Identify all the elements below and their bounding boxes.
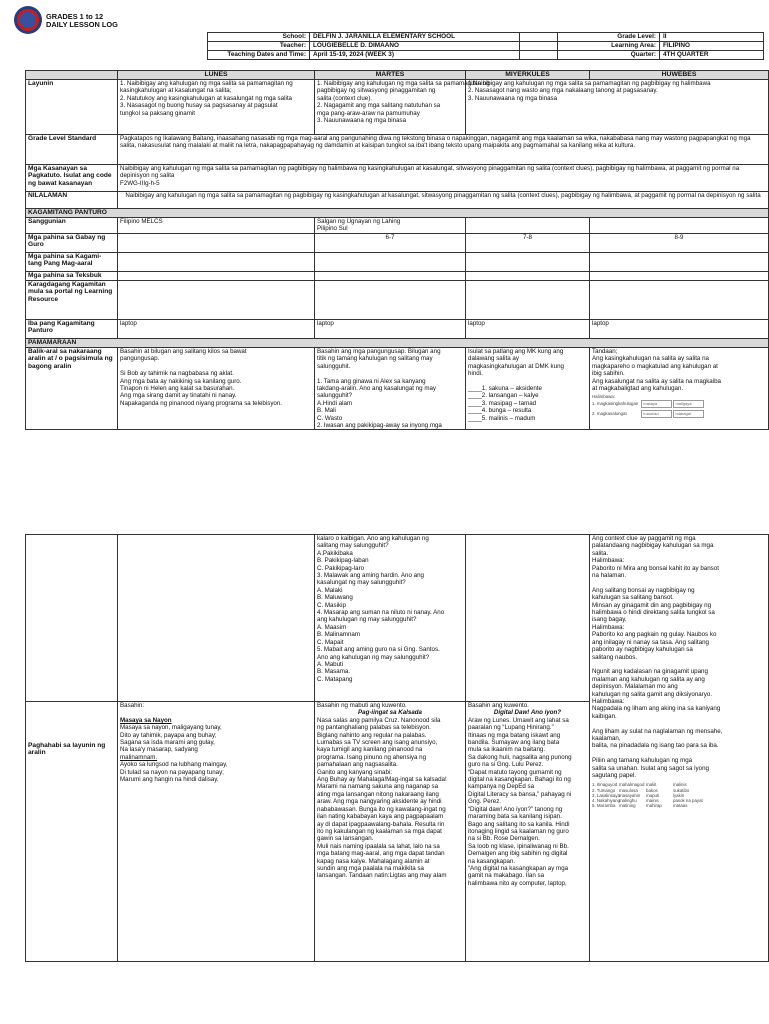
sanggunian-martes: Salgan ng Ugnayan ng Lahing Pilipino Sul (315, 218, 466, 234)
row-label-kagamitang-mag-aaral: Mga pahina sa Kagami-tang Pang Mag-aaral (26, 253, 118, 272)
row-label-paghahabi: Paghahabi sa layunin ng aralin (26, 702, 118, 962)
area-label: Learning Area: (558, 42, 660, 51)
school-label: School: (208, 33, 310, 42)
dll-title: GRADES 1 to 12 DAILY LESSON LOG (46, 12, 118, 30)
iba-pang-huwebes: laptop (590, 320, 769, 339)
lesson-table-continued (25, 534, 769, 962)
row-label-nilalaman: NILALAMAN (26, 192, 118, 209)
halimbawa-mini-table: Halimbawa: 1. magkasingkahulugan masaya maligaya 2. magkasalungat maunlad mabagal (592, 394, 766, 417)
iba-pang-lunes: laptop (118, 320, 315, 339)
iba-pang-martes: laptop (315, 320, 466, 339)
day-header: MARTES (315, 71, 466, 80)
row-label-balik-aral: Balik-aral sa nakaraang aralin at / o pagsisimula ng bagong aralin (26, 348, 118, 430)
paghahabi-miyerkules: Basahin ang kuwento. Digital Daw! Ano iyon? Araw ng Lunes. Umawit ang lahat sa paaralan ng “Lupang Hinirang.” Itinaas ng mga batang iskawt ang bandila. Sumayaw ang ilang bata mula sa ikaanim na baitang. Sa dakong huli, nagsalita ang punong guro na si Gng. Lulu Perez. “Dapat matuto tayong gumamit ng digital na kasangkapan. Bahagi ito ng kampanya ng DepEd sa Digital Literacy sa bansa,” pahayag ni Gng. Perez. “Digital daw! Ano iyon?” tanong ng maraming bata sa kanilang isipan. Bago ang salitang ito sa kanila. Hindi itonaging lingid sa kaalaman ng guro na si Bb. Rose Demalgen. Sa loob ng klase, ipinaliwanag ni Bb. Demalgen ang ibig sabihin ng digital na kasangkapan. “Ang digital na kasangkapan ay mga gamit na makabago. Ilan sa halimbawa nito ay computer, laptop, (466, 702, 590, 962)
nilalaman-text: Naibibigay ang kahulugan ng mga salita sa pamamagitan ng pagbibigay ng kasingkahulugan at kasalungat, sitwasyong pinaggamitan ng salita (context clues), pagbibigay ng halimbawa, at paggamit ng pormal na depinisyon ng salita (118, 192, 769, 209)
gabay-martes: 6-7 (315, 234, 466, 253)
row-label-gabay: Mga pahina sa Gabay ng Guro (26, 234, 118, 253)
layunin-lunes: 1. Naibibigay ang kahulugan ng mga salita sa pamamagitan ng kasingkahulugan at kasalungat na salita; 2. Natutukoy ang kasingkahulugan at kasalungat ng mga salita 3. Nasasagot ng buong husay sa pagsasanay at pagsulat tungkol sa paksang ginamit (118, 80, 315, 135)
dates-label: Teaching Dates and Time: (208, 51, 310, 60)
quarter-value: 4TH QUARTER (660, 51, 764, 60)
grade-value: II (660, 33, 764, 42)
teacher-label: Teacher: (208, 42, 310, 51)
iba-pang-miyerkules: laptop (466, 320, 590, 339)
school-value: DELFIN J. JARANILLA ELEMENTARY SCHOOL (310, 33, 520, 42)
day-header: MIYERKULES (466, 71, 590, 80)
row-label-gls: Grade Level Standard (26, 135, 118, 165)
paghahabi-lunes: Basahin: Masaya sa Nayon Masaya sa nayon, maligayang tunay, Dito ay tahimik, payapa ang buhay; Sagana sa isda marami ang gulay, Na lasa'y masarap, sadyang malinamnam. Ayoko sa lungsod na lubhang maingay, Di tulad sa nayon na payapang tunay; Marumi ang hangin na hindi dalisay. (118, 702, 315, 962)
grade-level-standard: Pagkatapos ng Ikalawang Baitang, inaasahang nasasabi ng mga mag-aaral ang pangunahing diwa ng tekstong binasa o napakinggan, nagagamit ang mga kaalaman sa wika, nakababasa nang may wastong pagpapangkat ng mga salita, nakasusulat nang malalaki at maliit na letra, nakapagpapahayag ng damdamin at kaisipan tungkol sa iba't ibang teksto upang maipakita ang pagmamahal sa kanilang wika at kultura. (118, 135, 769, 165)
grade-label: Grade Level: (558, 33, 660, 42)
day-header: LUNES (118, 71, 315, 80)
header-table (207, 32, 764, 60)
balik-aral-huwebes-cont: Ang context clue ay paggamit ng mga palatandaang nagbibigay kahulugan sa mga salita. Halimbawa: Paborito ni Mira ang bonsai kahit ito ay bansot na halaman. Ang salitang bonsai ay nagbibigay ng kahulugan sa salitang bansot. Minsan ay ginagamit din ang pagbibigay ng halimbawa o hindi direktang salita tungkol sa isang bagay. Halimbawa: Paborito ko ang pagkain ng gulay. Naubos ko ang inilagay ni nanay sa tasa. Ang salitang paborito ay nagbibigay kahulugan sa salitang naubos. Ngunit ang kadalasan na ginagamit upang malaman ang kahulugan ng salita ay ang depinisyon. Malalaman mo ang kahulugan ng salita gamit ang diksiyonaryo. Halimbawa: Nagpadala ng liham ang aking ina sa kaniyang kaibigan. Ang liham ay sulat na naglalaman ng mensahe, kaalaman, balita, na pinadadala ng isang tao para sa iba. Piliin ang tamang kahulugan ng mga salita sa unahan. Isulat ang sagot sa iyong sagutang papel. 1. Itinaguyod mahalmagod maliit malinis 2. Tumango masulosa bakos sukatibo 3. Lasalinsayamasayahin maputi lyakin 4. Nakahiyangmalinghu mainis pasok na payat 5. Maramba matining mahirap mataas (590, 535, 769, 962)
layunin-martes: 1. Naibibigay ang kahulugan ng mga salita sa pamamagitan ng pagbibigay ng sitwasyong pinaggamitan ng salita (context clue). 2. Nagagamit ang mga salitang natutuhan sa mga pang-araw-araw na pamumuhay 3. Nauunawaana ng mga binasa (315, 80, 466, 135)
row-label-teksbuk: Mga pahina sa Teksbuk (26, 272, 118, 281)
row-label-iba-pang: Iba pang Kagamitang Panturo (26, 320, 118, 339)
sanggunian-lunes: Filipino MELCS (118, 218, 315, 234)
row-label-sanggunian: Sanggunian (26, 218, 118, 234)
lesson-table (25, 70, 769, 430)
choices-mini-table: 1. Itinaguyod mahalmagod maliit malinis 2. Tumango masulosa bakos sukatibo 3. Lasalinsayamasayahin maputi lyakin 4. Nakahiyangmalinghu mainis pasok na payat 5. Maramba matining mahirap mataas (592, 782, 703, 809)
deped-seal-logo (14, 6, 42, 34)
section-kagamitang: KAGAMITANG PANTURO (26, 209, 769, 218)
quarter-label: Quarter: (558, 51, 660, 60)
row-label-karagdagang: Karagdagang Kagamitan mula sa portal ng Learning Resource (26, 281, 118, 320)
section-pamamaraan: PAMAMARAAN (26, 339, 769, 348)
page-two (25, 534, 768, 962)
kasanayan-text: Naibibigay ang kahulugan ng mga salita sa pamamagitan ng pagbibigay ng halimbawa ng kasingkahulugan at kasalungat, sitwasyong pinaggamitan ng salita (context clues), pagbibigay ng halimbawa, at paggamit ng pormal na depinisyon ng salita F2WG-IIIg-h-5 (118, 165, 769, 192)
balik-aral-martes: Basahin ang mga pangungusap. Bilugan ang titik ng tamang kahulugan ng salitang may salungguhit. 1. Tama ang ginawa ni Alex sa kanyang takdang-aralin. Ano ang kasalungat ng may salungguhit? A.Hindi alam B. Mali C. Wasto 2. Iwasan ang pakikipag-away sa inyong mga (315, 348, 466, 430)
layunin-miyerkules-huwebes: 1.Naibibigay ang kahulugan ng mga salita sa pamamagitan ng pagbibigay ng halimbawa 2. Nasasagot nang wasto ang mga nakalaang tanong at pagsasanay. 3. Nauunawaana ng mga binasa (466, 80, 769, 135)
area-value: FILIPINO (660, 42, 764, 51)
balik-aral-lunes: Basahin at bilugan ang salitang kilos sa bawat pangungusap. Si Bob ay tahimik na nagbabasa ng aklat. Ang mga bata ay nakikinig sa kanilang guro. Tinapon ni Helen ang kalat sa basurahan. Ang mga sirang damit ay tinatahi ni nanay. Napakaganda ng pinanood niyang programa sa telebisyon. (118, 348, 315, 430)
dates-value: April 15-19, 2024 (WEEK 3) (310, 51, 520, 60)
teacher-value: LOUGIEBELLE D. DIMAANO (310, 42, 520, 51)
row-label-kasanayan: Mga Kasanayan sa Pagkatuto. Isulat ang code ng bawat kasanayan (26, 165, 118, 192)
gabay-miyerkules: 7-8 (466, 234, 590, 253)
day-header: HUWEBES (590, 71, 769, 80)
balik-aral-miyerkules: Isulat sa patlang ang MK kung ang dalawang salita ay magkasingkahulugan at DMK kung hindi. ____1. sakuna – aksidente ____2. lansangan – kalye ____3. masipag – tamad ____4. bunga – resulta ____5. malinis – madum (466, 348, 590, 430)
balik-aral-martes-cont: kalaro o kaibigan. Ano ang kahulugan ng salitang may salungguhit? A.Pakikibaka B. Pakikipag-laban C. Pakikipag-laro 3. Malawak ang aming hardin. Ano ang kasalungat ng may salungguhit? A. Malaki B. Maluwang C. Masikip 4. Masarap ang suman na niluto ni nanay. Ano ang kahulugan ng may salungguhit? A. Maasim B. Malinamnam C. Mapait 5. Mabait ang aming guro na si Gng. Santos. Ano ang kahulugan ng may salungguhit? A. Mabuti B. Masama. C. Matapang (315, 535, 466, 702)
row-label-layunin: Layunin (26, 80, 118, 135)
paghahabi-martes: Basahin ng mabuti ang kuwento. Pag-iingat sa Kalsada Nasa salas ang pamilya Cruz. Nanonood sila ng pantanghaliang palabas sa telebisyon. Biglang nahinto ang regular na palabas. Lumabas sa TV screen ang isang anunsiyo, kaya tumigil ang kanilang pinanood na programa. Isang pinuno ng ahensiya ng pamahalaan ang nagsasalita. Ganito ang kanyang sinabi: Ang Buhay ay Mahalaga!Mag-ingat sa kalsada! Marami na namang sakuna ang naganap sa ating mga lansangan nitong nakaraang ilang araw. Ang mga nangyaring aksidente ay hindi nababawasan. Bunga ito ng kawalang-ingat ng ilan nating kababayan kaya ang pagpapaalam ay di dapat ipagpaawalang-bahala. Resulta rin ito ng kakulangan ng kaalaman sa mga dapat gawin sa lansangan. Muli nais naming ipaalala sa lahat, lalo na sa mga batang mag-aaral, ang mga dapat tandan kapag nasa kalye. Mahalagang alamin at sundin ang mga paalala na makikita sa lansangan. Tandaan natin:Ligtas ang may alam (315, 702, 466, 962)
balik-aral-huwebes: Tandaan; Ang kasingkahulugan na salita ay salita na magkapareho o magkatulad ang kahulugan at ibig sabihin. Ang kasalungat na salita ay salita na magkaiba at magkabaligtad ang kahulugan. Halimbawa: 1. magkasingkahulugan masaya maligaya 2. magkasalungat maunlad mabagal (590, 348, 769, 430)
gabay-huwebes: 8-9 (590, 234, 769, 253)
